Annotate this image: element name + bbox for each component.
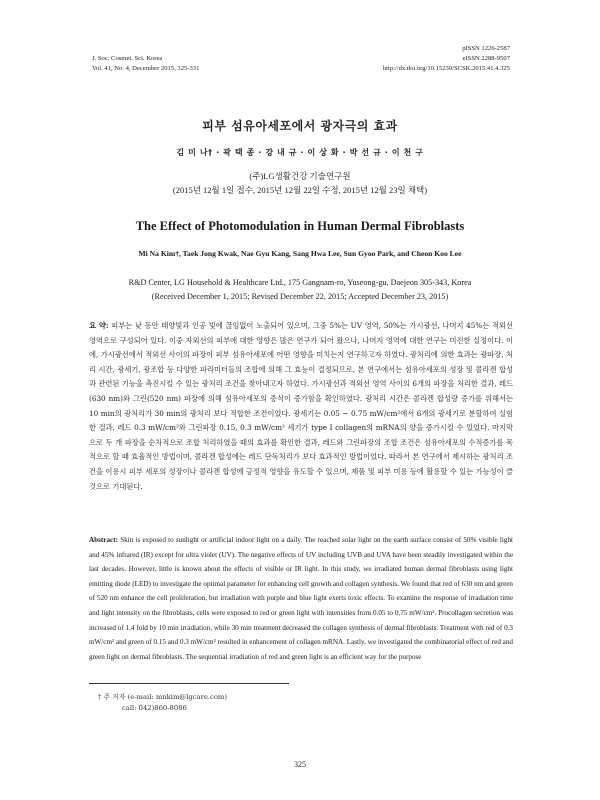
english-dates: (Received December 1, 2015; Revised December 22, 2015; Accepted December 23, 2015) bbox=[151, 292, 449, 301]
english-authors: Mi Na Kim†, Taek Jong Kwak, Nae Gyu Kang, Sang Hwa Lee, Sun Gyoo Park, and Cheon Koo Lee bbox=[138, 249, 462, 258]
eissn: eISSN 2288-9507 bbox=[462, 55, 510, 62]
korean-abstract-text: 피부는 낮 동안 태양빛과 인공 빛에 끊임없이 노출되어 있으며, 그중 5%는 UV 영역, 50%는 가시광선, 나머지 45%는 적외선 영역으로 구성되어 있다. 이중 자외선의 피부에 대한 영향은 많은 연구가 되어 왔으나, 나머지 영역에 대한 연구는 미진한 실정이다. 이에, 가시광선에서 적외선 사이의 파장이 피부 섬유아세포에 어떤 영향을 미치는지 연구하고자 하였다. 광처리에 의한 효과는 광파장, 처리 시간, 광세기, 광조합 등 다양한 파라미터들의 조합에 의해 그 효능이 결정되므로, 본 연구에서는 섬유아세포의 성장 및 콜라겐 합성과 관련된 기능을 촉진시킬 수 있는 광처리 조건을 찾아내고자 하였다. 가시광선과 적외선 영역 사이의 6개의 파장을 처리한 결과, 레드(630 nm)와 그린(520 nm) 파장에 의해 섬유아세포의 증식이 증가함을 확인하였다. 광처리 시간은 콜라겐 합성량 증가를 위해서는 10 min의 광처리가 30 min의 광처리 보다 적합한 조건이었다. 광세기는 0.05 ~ 0.75 mW/cm²에서 6개의 광세기로 분할하여 실험한 결과, 레드 0.3 mW/cm²와 그린파장 0.15, 0.3 mW/cm² 세기가 type I collagen의 mRNA의 양을 증가시킬 수 있었다. 마지막으로 두 개 파장을 순차적으로 조합 처리하였을 때의 효과를 확인한 결과, 레드와 그린파장의 조합 조건은 섬유아세포의 수적증가를 목적으로 할 때 효율적인 방법이며, 콜라겐 합성에는 레드 단독처리가 보다 효과적인 방법이었다. 따라서 본 연구에서 제시하는 광처리 조건을 이용시 피부 세포의 성장이나 콜라겐 합성에 긍정적 영향을 유도할 수 있으며, 제품 및 피부 미용 등에 활용할 수 있는 가능성이 클 것으로 기대된다. bbox=[89, 321, 513, 491]
english-abstract bbox=[89, 533, 513, 664]
english-affiliation: R&D Center, LG Household & Healthcare Ltd., 175 Gangnam-ro, Yuseong-gu, Daejeon 305-343, Korea bbox=[128, 278, 472, 287]
pissn: pISSN 1226-2587 bbox=[462, 45, 510, 52]
journal-name: J. Soc. Cosmet. Sci. Korea bbox=[92, 55, 163, 62]
korean-authors: 김 미 나† · 곽 택 종 · 강 내 규 · 이 상 화 · 박 선 규 · 이 천 구 bbox=[176, 148, 424, 157]
corresponding-author-phone: call: 042)860-8086 bbox=[122, 704, 187, 712]
corresponding-author-note: † 주 저자 (e-mail: mnkim@lgcare.com) bbox=[98, 693, 228, 701]
korean-abstract bbox=[89, 319, 513, 494]
journal-volume: Vol. 41, No. 4, December 2015, 325-331 bbox=[92, 65, 200, 72]
journal-header bbox=[92, 54, 199, 74]
doi-link[interactable]: http://dx.doi.org/10.15230/SCSK.2015.41.4.325 bbox=[382, 65, 510, 72]
korean-abstract-label: 요 약: bbox=[89, 321, 109, 330]
korean-title: 피부 섬유아세포에서 광자극의 효과 bbox=[202, 119, 398, 133]
korean-affiliation: (주)LG생활건강 기술연구원 bbox=[249, 171, 351, 181]
english-abstract-label: Abstract: bbox=[89, 536, 118, 544]
page-number: 325 bbox=[294, 760, 306, 769]
korean-dates: (2015년 12월 1일 접수, 2015년 12월 22일 수정, 2015년 12월 23일 채택) bbox=[172, 185, 428, 195]
english-abstract-text: Skin is exposed to sunlight or artificial indoor light on a daily. The reached solar light on the earth surface consist of 50% visible light and 45% infrared (IR) except for ultra violet (UV). The negative effects of UV including UVB and UVA have been steadily investigated within the last decades. However, little is known about the effects of visible or IR light. In this study, we irradiated human dermal fibroblasts using light emitting diode (LED) to investigate the optimal parameter for enhancing cell growth and collagen synthesis. We found that red of 630 nm and green of 520 nm enhance the cell proliferation, but irradiation with purple and blue light exerts toxic effects. To examine the response of irradiation time and light intensity on the fibroblasts, cells were exposed to red or green light with intensities from 0.05 to 0.75 mW/cm². Procollagen secretion was increased of 1.4 fold by 10 min irradiation, while 30 min treatment decreased the collagen synthesis of dermal fibroblasts. Treatment with red of 0.3 mW/cm² and green of 0.15 and 0.3 mW/cm² resulted in enhancement of collagen mRNA. Lastly, we investigated the combinatorial effect of red and green light on dermal fibroblasts. The sequential irradiation of red and green light is an efficient way for the purpose bbox=[89, 536, 513, 661]
issn-block bbox=[383, 44, 510, 74]
footnote-divider bbox=[89, 683, 289, 684]
english-title: The Effect of Photomodulation in Human Dermal Fibroblasts bbox=[135, 219, 465, 233]
english-affiliation-block bbox=[72, 276, 528, 304]
